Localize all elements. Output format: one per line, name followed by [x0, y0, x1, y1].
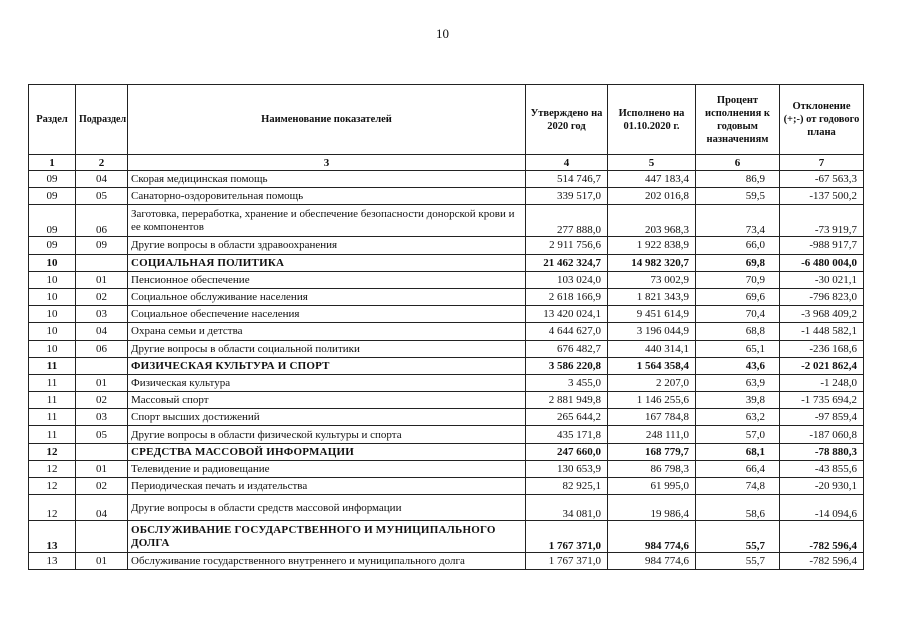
- table-row-section: [29, 521, 864, 553]
- cell-deviation: -30 021,1: [780, 271, 864, 288]
- cell-executed: 203 968,3: [608, 205, 696, 237]
- cell-podrazdel: 02: [76, 288, 128, 305]
- cell-podrazdel: [76, 521, 128, 553]
- header-row: [29, 85, 864, 155]
- cell-percent: 66,0: [696, 237, 780, 254]
- cell-podrazdel: [76, 254, 128, 271]
- cell-name: Заготовка, переработка, хранение и обеспечение безопасности донорской крови и ее компонентов: [128, 205, 526, 237]
- cell-percent: 70,4: [696, 306, 780, 323]
- table-row: [29, 374, 864, 391]
- cell-deviation: -14 094,6: [780, 495, 864, 521]
- cell-podrazdel: 05: [76, 426, 128, 443]
- cell-percent: 74,8: [696, 478, 780, 495]
- header-approved: Утверждено на 2020 год: [526, 85, 608, 155]
- cell-approved: 277 888,0: [526, 205, 608, 237]
- cell-executed: 1 821 343,9: [608, 288, 696, 305]
- cell-name: Другие вопросы в области физической культуры и спорта: [128, 426, 526, 443]
- cell-deviation: -78 880,3: [780, 443, 864, 460]
- cell-approved: 2 618 166,9: [526, 288, 608, 305]
- cell-executed: 440 314,1: [608, 340, 696, 357]
- cell-podrazdel: 01: [76, 374, 128, 391]
- header-razdel: Раздел: [29, 85, 76, 155]
- cell-percent: 73,4: [696, 205, 780, 237]
- cell-approved: 103 024,0: [526, 271, 608, 288]
- cell-deviation: -67 563,3: [780, 171, 864, 188]
- table-row: [29, 553, 864, 570]
- cell-executed: 1 564 358,4: [608, 357, 696, 374]
- cell-razdel: 09: [29, 237, 76, 254]
- cell-name: Скорая медицинская помощь: [128, 171, 526, 188]
- cell-deviation: -137 500,2: [780, 188, 864, 205]
- column-number: 4: [526, 155, 608, 171]
- table-row-section: [29, 357, 864, 374]
- cell-razdel: 11: [29, 392, 76, 409]
- table-row: [29, 340, 864, 357]
- table-row: [29, 426, 864, 443]
- table-row: [29, 271, 864, 288]
- cell-percent: 39,8: [696, 392, 780, 409]
- cell-executed: 3 196 044,9: [608, 323, 696, 340]
- cell-approved: 1 767 371,0: [526, 553, 608, 570]
- cell-executed: 9 451 614,9: [608, 306, 696, 323]
- cell-executed: 167 784,8: [608, 409, 696, 426]
- cell-name: Охрана семьи и детства: [128, 323, 526, 340]
- cell-percent: 69,6: [696, 288, 780, 305]
- cell-razdel: 10: [29, 288, 76, 305]
- cell-name: Другие вопросы в области здравоохранения: [128, 237, 526, 254]
- table-row-section: [29, 254, 864, 271]
- cell-approved: 13 420 024,1: [526, 306, 608, 323]
- cell-percent: 69,8: [696, 254, 780, 271]
- cell-razdel: 09: [29, 171, 76, 188]
- cell-podrazdel: 03: [76, 409, 128, 426]
- header-executed: Исполнено на 01.10.2020 г.: [608, 85, 696, 155]
- cell-approved: 435 171,8: [526, 426, 608, 443]
- cell-approved: 339 517,0: [526, 188, 608, 205]
- cell-executed: 86 798,3: [608, 460, 696, 477]
- cell-name: Спорт высших достижений: [128, 409, 526, 426]
- table-row: [29, 392, 864, 409]
- cell-deviation: -782 596,4: [780, 521, 864, 553]
- cell-razdel: 09: [29, 205, 76, 237]
- table-row: [29, 288, 864, 305]
- cell-podrazdel: 04: [76, 171, 128, 188]
- cell-podrazdel: 02: [76, 478, 128, 495]
- cell-deviation: -73 919,7: [780, 205, 864, 237]
- cell-razdel: 12: [29, 443, 76, 460]
- column-number: 5: [608, 155, 696, 171]
- cell-deviation: -20 930,1: [780, 478, 864, 495]
- cell-executed: 984 774,6: [608, 553, 696, 570]
- cell-percent: 58,6: [696, 495, 780, 521]
- table-row: [29, 460, 864, 477]
- table-row: [29, 188, 864, 205]
- cell-approved: 2 881 949,8: [526, 392, 608, 409]
- cell-approved: 4 644 627,0: [526, 323, 608, 340]
- cell-approved: 3 455,0: [526, 374, 608, 391]
- cell-razdel: 13: [29, 553, 76, 570]
- table-row: [29, 237, 864, 254]
- cell-podrazdel: 06: [76, 340, 128, 357]
- cell-executed: 14 982 320,7: [608, 254, 696, 271]
- column-number: 3: [128, 155, 526, 171]
- cell-razdel: 10: [29, 340, 76, 357]
- column-number: 2: [76, 155, 128, 171]
- cell-deviation: -236 168,6: [780, 340, 864, 357]
- cell-razdel: 11: [29, 357, 76, 374]
- cell-deviation: -782 596,4: [780, 553, 864, 570]
- table-row: [29, 205, 864, 237]
- cell-percent: 70,9: [696, 271, 780, 288]
- cell-name: Массовый спорт: [128, 392, 526, 409]
- cell-name: ФИЗИЧЕСКАЯ КУЛЬТУРА И СПОРТ: [128, 357, 526, 374]
- cell-deviation: -2 021 862,4: [780, 357, 864, 374]
- table-row: [29, 171, 864, 188]
- cell-percent: 63,9: [696, 374, 780, 391]
- cell-deviation: -1 248,0: [780, 374, 864, 391]
- cell-deviation: -43 855,6: [780, 460, 864, 477]
- cell-approved: 21 462 324,7: [526, 254, 608, 271]
- cell-percent: 68,8: [696, 323, 780, 340]
- cell-name: Другие вопросы в области средств массовой информации: [128, 495, 526, 521]
- cell-percent: 66,4: [696, 460, 780, 477]
- cell-deviation: -1 735 694,2: [780, 392, 864, 409]
- cell-approved: 130 653,9: [526, 460, 608, 477]
- cell-executed: 1 922 838,9: [608, 237, 696, 254]
- cell-approved: 247 660,0: [526, 443, 608, 460]
- cell-razdel: 09: [29, 188, 76, 205]
- cell-percent: 86,9: [696, 171, 780, 188]
- cell-deviation: -1 448 582,1: [780, 323, 864, 340]
- cell-podrazdel: 01: [76, 271, 128, 288]
- cell-razdel: 10: [29, 271, 76, 288]
- cell-name: Обслуживание государственного внутреннего и муниципального долга: [128, 553, 526, 570]
- cell-deviation: -6 480 004,0: [780, 254, 864, 271]
- cell-podrazdel: 01: [76, 460, 128, 477]
- cell-name: Социальное обслуживание населения: [128, 288, 526, 305]
- cell-podrazdel: 01: [76, 553, 128, 570]
- cell-podrazdel: 02: [76, 392, 128, 409]
- table-row-section: [29, 443, 864, 460]
- column-number: 1: [29, 155, 76, 171]
- cell-razdel: 12: [29, 460, 76, 477]
- cell-approved: 1 767 371,0: [526, 521, 608, 553]
- cell-deviation: -97 859,4: [780, 409, 864, 426]
- cell-percent: 57,0: [696, 426, 780, 443]
- cell-name: Телевидение и радиовещание: [128, 460, 526, 477]
- budget-table: [28, 84, 864, 570]
- cell-deviation: -796 823,0: [780, 288, 864, 305]
- header-deviation: Отклонение (+;-) от годового плана: [780, 85, 864, 155]
- cell-razdel: 13: [29, 521, 76, 553]
- column-number: 7: [780, 155, 864, 171]
- cell-percent: 55,7: [696, 553, 780, 570]
- cell-razdel: 11: [29, 426, 76, 443]
- cell-deviation: -988 917,7: [780, 237, 864, 254]
- cell-podrazdel: 06: [76, 205, 128, 237]
- cell-percent: 65,1: [696, 340, 780, 357]
- cell-podrazdel: [76, 443, 128, 460]
- cell-executed: 1 146 255,6: [608, 392, 696, 409]
- cell-podrazdel: 05: [76, 188, 128, 205]
- cell-name: Пенсионное обеспечение: [128, 271, 526, 288]
- cell-percent: 43,6: [696, 357, 780, 374]
- cell-approved: 514 746,7: [526, 171, 608, 188]
- cell-approved: 2 911 756,6: [526, 237, 608, 254]
- cell-percent: 59,5: [696, 188, 780, 205]
- header-percent: Процент исполнения к годовым назначениям: [696, 85, 780, 155]
- column-number: 6: [696, 155, 780, 171]
- cell-approved: 82 925,1: [526, 478, 608, 495]
- cell-name: СРЕДСТВА МАССОВОЙ ИНФОРМАЦИИ: [128, 443, 526, 460]
- cell-approved: 265 644,2: [526, 409, 608, 426]
- cell-executed: 202 016,8: [608, 188, 696, 205]
- cell-name: Социальное обеспечение населения: [128, 306, 526, 323]
- cell-executed: 73 002,9: [608, 271, 696, 288]
- cell-podrazdel: 04: [76, 495, 128, 521]
- cell-percent: 55,7: [696, 521, 780, 553]
- cell-name: Периодическая печать и издательства: [128, 478, 526, 495]
- cell-name: СОЦИАЛЬНАЯ ПОЛИТИКА: [128, 254, 526, 271]
- cell-razdel: 12: [29, 495, 76, 521]
- cell-executed: 61 995,0: [608, 478, 696, 495]
- cell-executed: 19 986,4: [608, 495, 696, 521]
- cell-approved: 676 482,7: [526, 340, 608, 357]
- table-row: [29, 306, 864, 323]
- table-row: [29, 478, 864, 495]
- cell-name: Другие вопросы в области социальной политики: [128, 340, 526, 357]
- cell-podrazdel: 04: [76, 323, 128, 340]
- cell-razdel: 12: [29, 478, 76, 495]
- header-name: Наименование показателей: [128, 85, 526, 155]
- cell-podrazdel: 03: [76, 306, 128, 323]
- cell-executed: 2 207,0: [608, 374, 696, 391]
- cell-razdel: 10: [29, 254, 76, 271]
- cell-percent: 63,2: [696, 409, 780, 426]
- cell-executed: 248 111,0: [608, 426, 696, 443]
- table-row: [29, 323, 864, 340]
- cell-name: Санаторно-оздоровительная помощь: [128, 188, 526, 205]
- cell-name: Физическая культура: [128, 374, 526, 391]
- cell-executed: 984 774,6: [608, 521, 696, 553]
- cell-razdel: 10: [29, 323, 76, 340]
- cell-approved: 3 586 220,8: [526, 357, 608, 374]
- page-number: 10: [436, 26, 449, 41]
- table-row: [29, 495, 864, 521]
- cell-percent: 68,1: [696, 443, 780, 460]
- header-podrazdel: Подраздел: [76, 85, 128, 155]
- cell-razdel: 10: [29, 306, 76, 323]
- cell-executed: 447 183,4: [608, 171, 696, 188]
- cell-razdel: 11: [29, 409, 76, 426]
- cell-deviation: -187 060,8: [780, 426, 864, 443]
- column-number-row: [29, 155, 864, 171]
- cell-podrazdel: [76, 357, 128, 374]
- cell-razdel: 11: [29, 374, 76, 391]
- cell-podrazdel: 09: [76, 237, 128, 254]
- cell-name: ОБСЛУЖИВАНИЕ ГОСУДАРСТВЕННОГО И МУНИЦИПАЛЬНОГО ДОЛГА: [128, 521, 526, 553]
- cell-approved: 34 081,0: [526, 495, 608, 521]
- table-row: [29, 409, 864, 426]
- cell-deviation: -3 968 409,2: [780, 306, 864, 323]
- cell-executed: 168 779,7: [608, 443, 696, 460]
